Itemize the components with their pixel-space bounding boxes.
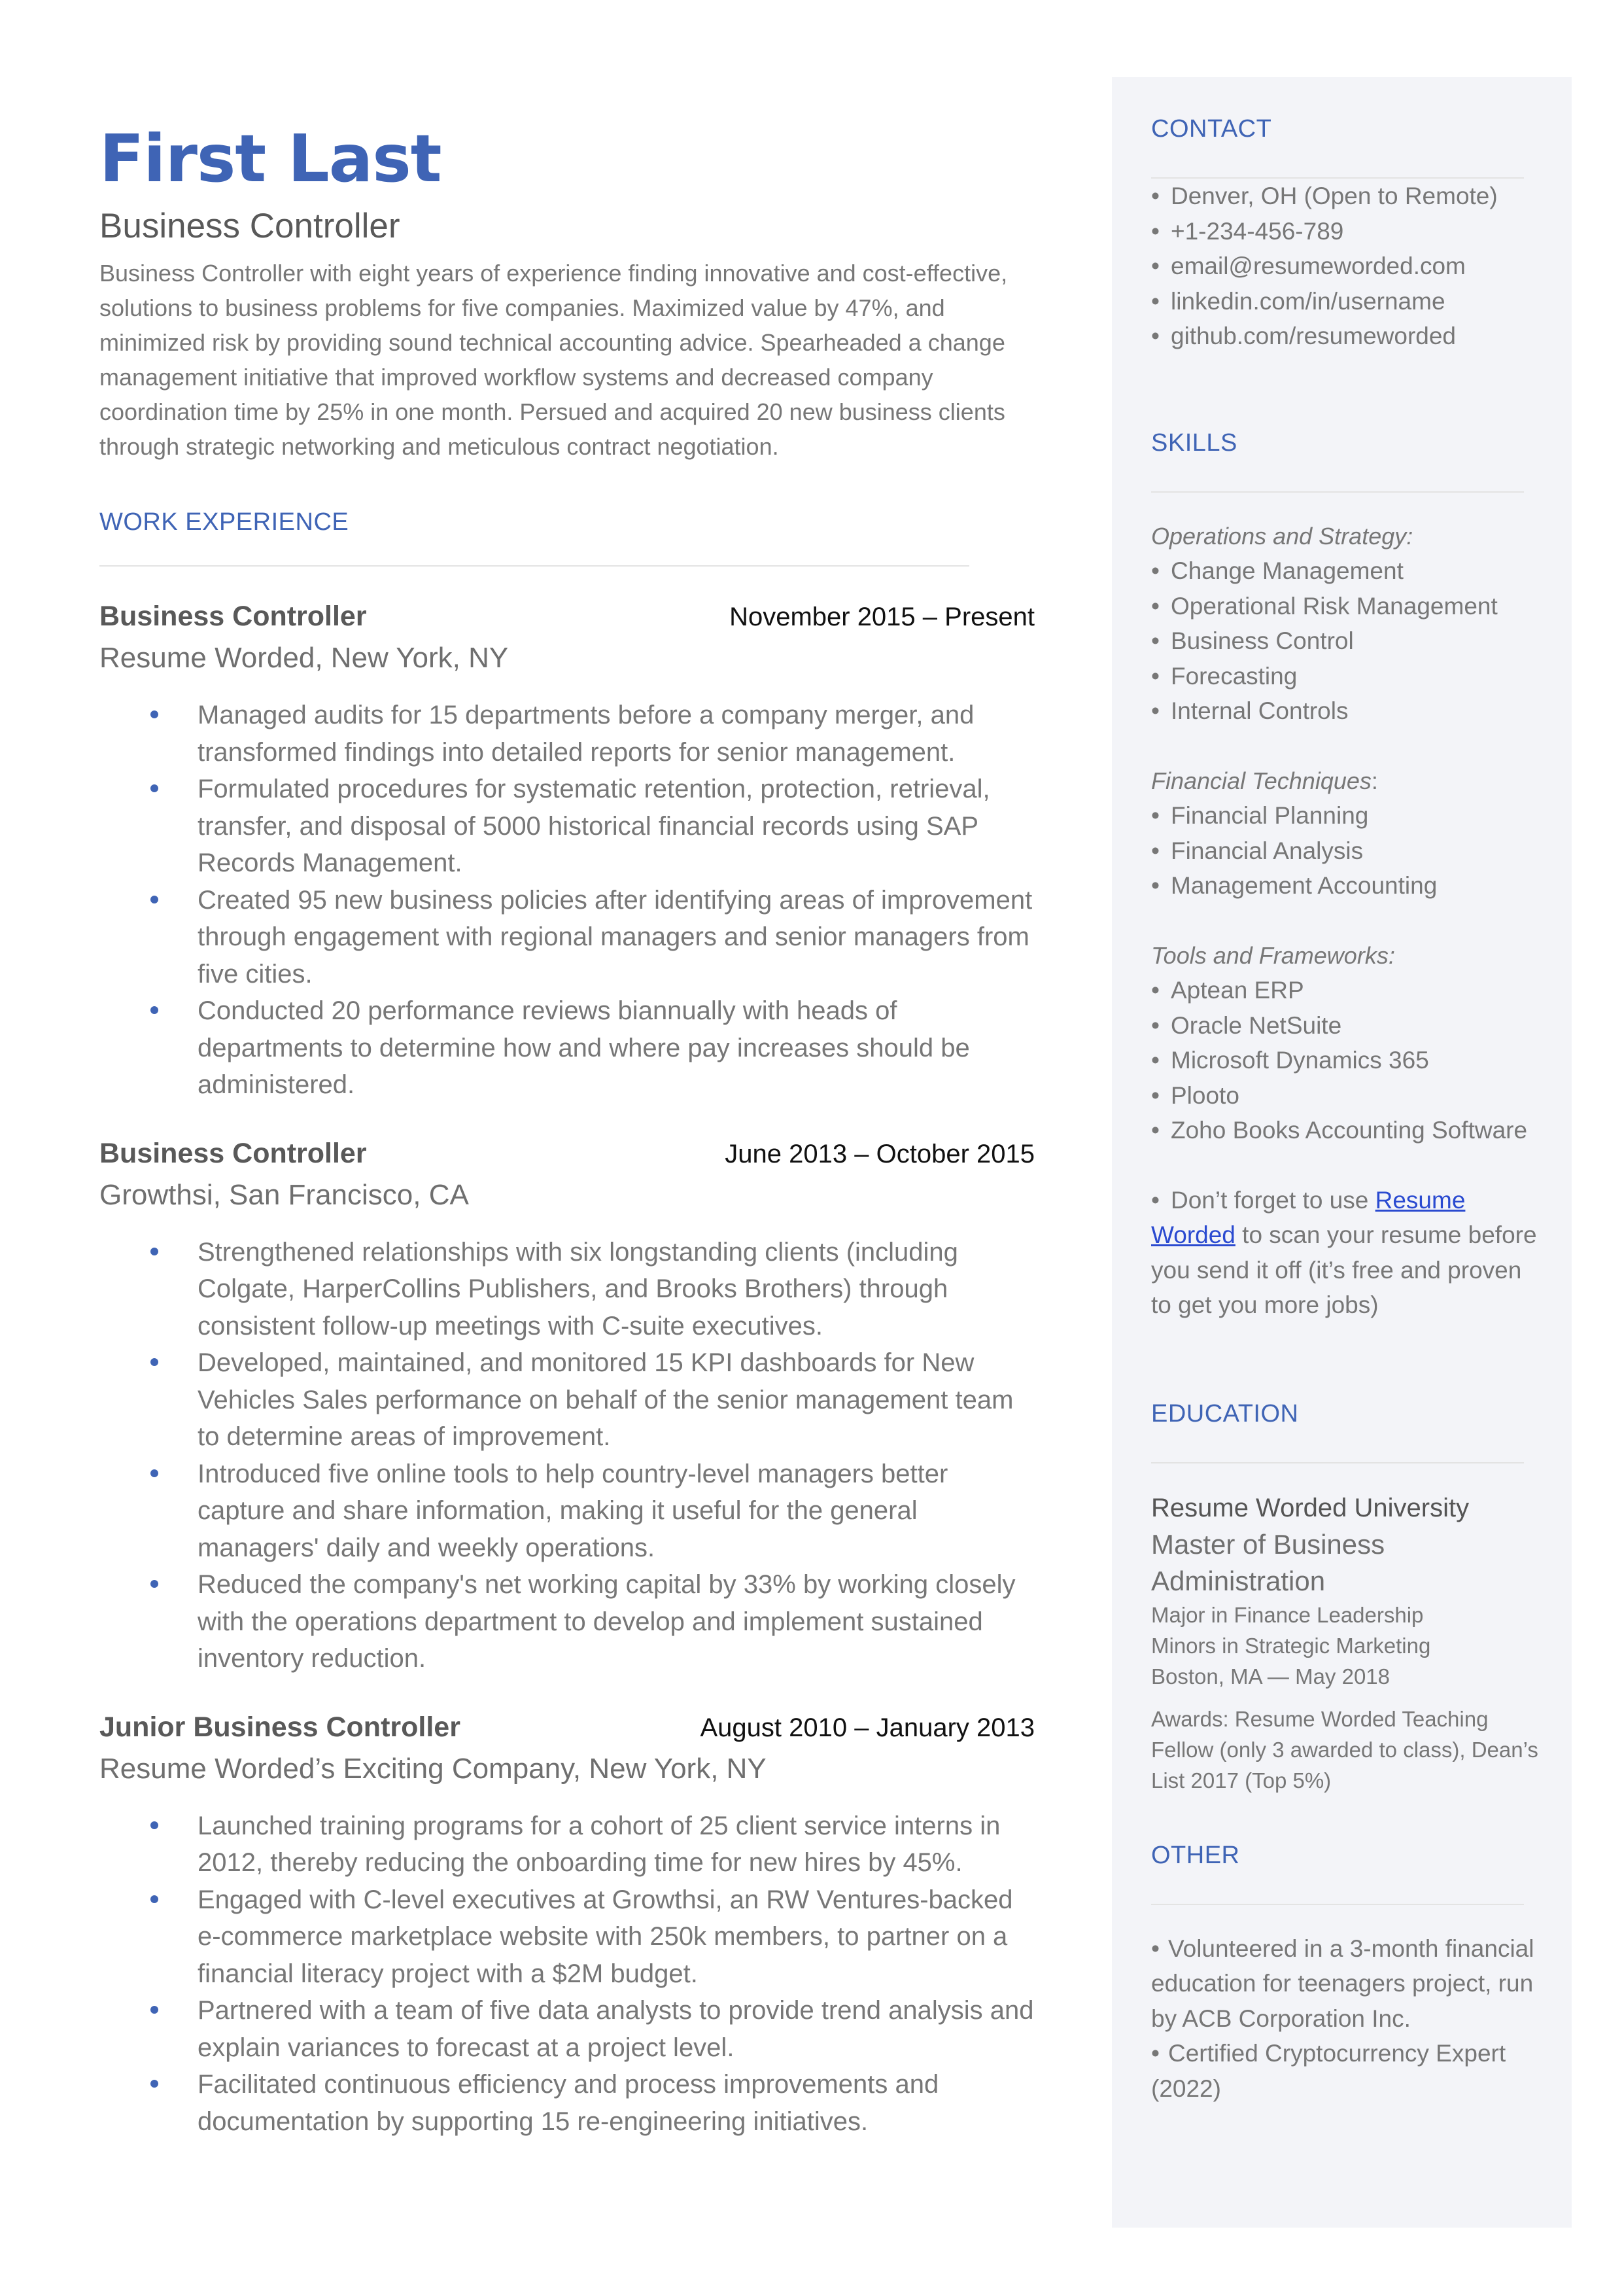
contact-email[interactable]: • email@resumeworded.com	[1151, 253, 1466, 279]
skills-category-name: Tools and Frameworks:	[1151, 941, 1395, 969]
skill-item: • Financial Analysis	[1151, 837, 1364, 864]
other-list	[1151, 1931, 1544, 2107]
education-entry	[1151, 1490, 1544, 1796]
skill-item: • Management Accounting	[1151, 872, 1438, 899]
skill-item: • Aptean ERP	[1151, 977, 1304, 1004]
job-title: Business Controller	[99, 1137, 367, 1169]
skills-category	[1151, 763, 1544, 903]
job-entry	[99, 601, 1035, 1104]
job-company: Growthsi, San Francisco, CA	[99, 1178, 469, 1211]
contact-list	[1151, 179, 1544, 354]
main-column	[99, 118, 1035, 2140]
other-item: • Volunteered in a 3-month financial education for teenagers project, run by ACB Corporation Inc.	[1151, 1935, 1534, 2032]
job-bullets	[99, 1234, 1035, 1677]
skills-category-name: Financial Techniques:	[1151, 767, 1378, 794]
skill-item: • Change Management	[1151, 557, 1404, 584]
job-dates: June 2013 – October 2015	[725, 1139, 1035, 1168]
skill-item: • Zoho Books Accounting Software	[1151, 1117, 1528, 1144]
education-minor: Minors in Strategic Marketing	[1151, 1633, 1431, 1658]
section-divider	[1151, 491, 1524, 493]
education-degree: Master of Business Administration	[1151, 1528, 1385, 1596]
other-heading: OTHER	[1151, 1841, 1240, 1869]
job-bullet: Partnered with a team of five data analysts to provide trend analysis and explain variances to forecast at a project level.	[99, 1992, 1035, 2066]
candidate-name: First Last	[99, 120, 441, 197]
section-divider	[99, 565, 969, 567]
contact-heading: CONTACT	[1151, 115, 1272, 143]
resume-worded-link[interactable]: Resume Worded	[1151, 1186, 1466, 1248]
contact-linkedin[interactable]: • linkedin.com/in/username	[1151, 287, 1445, 315]
skills-category	[1151, 519, 1544, 729]
sidebar	[1112, 77, 1572, 2228]
skills-category	[1151, 938, 1544, 1148]
job-dates: August 2010 – January 2013	[700, 1713, 1035, 1742]
job-bullets	[99, 1808, 1035, 2141]
job-bullet: Introduced five online tools to help country-level managers better capture and share information, making it useful for the general managers' daily and weekly operations.	[99, 1456, 1035, 1567]
job-bullets	[99, 697, 1035, 1104]
resume-worded-note: • Don’t forget to use Resume Worded to scan your resume before you send it off (it’s free and proven to get you more jobs)	[1151, 1186, 1537, 1318]
job-bullet: Developed, maintained, and monitored 15 KPI dashboards for New Vehicles Sales performance on behalf of the senior management team to determine areas of improvement.	[99, 1344, 1035, 1456]
work-experience-heading: WORK EXPERIENCE	[99, 508, 349, 536]
job-company: Resume Worded, New York, NY	[99, 642, 509, 674]
job-entry	[99, 1138, 1035, 1677]
section-divider	[1151, 1462, 1524, 1463]
skill-item: • Microsoft Dynamics 365	[1151, 1047, 1429, 1074]
job-bullet: Reduced the company's net working capital by 33% by working closely with the operations department to develop and implement sustained inventory reduction.	[99, 1566, 1035, 1677]
education-major: Major in Finance Leadership	[1151, 1602, 1424, 1627]
skills-heading: SKILLS	[1151, 429, 1237, 457]
job-bullet: Created 95 new business policies after identifying areas of improvement through engagement with regional managers and senior managers from five cities.	[99, 882, 1035, 993]
summary: Business Controller with eight years of experience finding innovative and cost-effective, solutions to business problems for five companies. Maximized value by 47%, and minimized risk by providing sound technical accounting advice. Spearheaded a change management initiative that improved workflow systems and decreased company coordination time by 25% in one month. Persued and acquired 20 new business clients through strategic networking and meticulous contract negotiation.	[99, 260, 1008, 460]
skill-item: • Oracle NetSuite	[1151, 1011, 1342, 1039]
skill-item: • Plooto	[1151, 1081, 1239, 1109]
education-location-date: Boston, MA — May 2018	[1151, 1664, 1391, 1689]
job-entry	[99, 1711, 1035, 2141]
job-bullet: Conducted 20 performance reviews biannually with heads of departments to determine how and where pay increases should be administered.	[99, 992, 1035, 1104]
candidate-title: Business Controller	[99, 207, 400, 245]
job-bullet: Launched training programs for a cohort of 25 client service interns in 2012, thereby reducing the onboarding time for new hires by 45%.	[99, 1808, 1035, 1882]
education-school: Resume Worded University	[1151, 1493, 1470, 1522]
job-bullet: Formulated procedures for systematic retention, protection, retrieval, transfer, and disposal of 5000 historical financial records using SAP Records Management.	[99, 771, 1035, 882]
job-bullet: Engaged with C-level executives at Growthsi, an RW Ventures-backed e-commerce marketplace website with 250k members, to partner on a financial literacy project with a $2M budget.	[99, 1882, 1035, 1993]
contact-location: • Denver, OH (Open to Remote)	[1151, 183, 1498, 209]
job-bullet: Strengthened relationships with six longstanding clients (including Colgate, HarperCollins Publishers, and Brooks Brothers) through consistent follow-up meetings with C-suite executives.	[99, 1234, 1035, 1345]
job-company: Resume Worded’s Exciting Company, New York, NY	[99, 1752, 767, 1785]
job-bullet: Facilitated continuous efficiency and process improvements and documentation by supporting 15 re-engineering initiatives.	[99, 2066, 1035, 2140]
contact-phone: • +1-234-456-789	[1151, 217, 1344, 245]
other-item: • Certified Cryptocurrency Expert (2022)	[1151, 2040, 1506, 2102]
skill-item: • Business Control	[1151, 627, 1354, 654]
education-heading: EDUCATION	[1151, 1399, 1299, 1428]
section-divider	[1151, 1904, 1524, 1905]
education-awards: Awards: Resume Worded Teaching Fellow (only 3 awarded to class), Dean’s List 2017 (Top 5%)	[1151, 1706, 1538, 1793]
job-title: Business Controller	[99, 601, 367, 632]
job-bullet: Managed audits for 15 departments before a company merger, and transformed findings into detailed reports for senior management.	[99, 697, 1035, 771]
skill-item: • Internal Controls	[1151, 697, 1349, 724]
skill-item: • Financial Planning	[1151, 802, 1369, 829]
job-dates: November 2015 – Present	[729, 603, 1035, 631]
job-title: Junior Business Controller	[99, 1711, 460, 1743]
skill-item: • Forecasting	[1151, 662, 1298, 690]
contact-github[interactable]: • github.com/resumeworded	[1151, 323, 1456, 349]
skills-category-name: Operations and Strategy:	[1151, 522, 1413, 550]
skill-item: • Operational Risk Management	[1151, 592, 1498, 620]
